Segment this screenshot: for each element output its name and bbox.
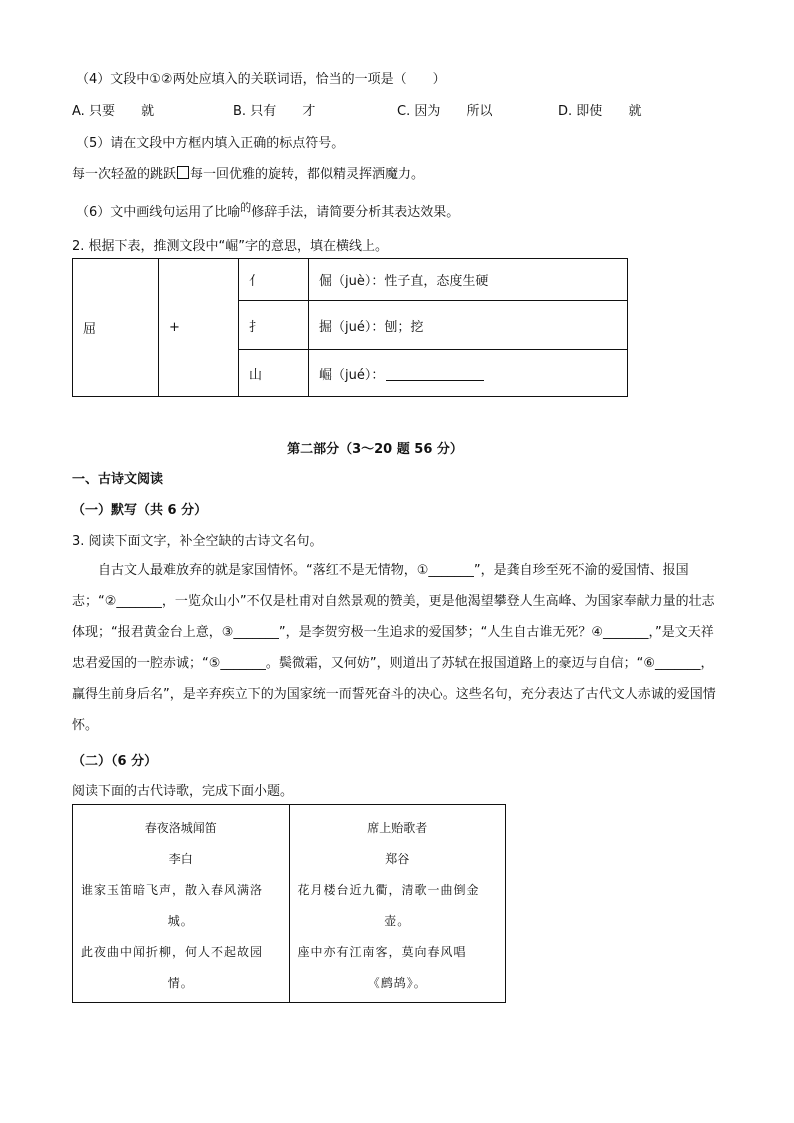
q5-sentence-a: 每一次轻盈的跳跃	[72, 167, 177, 182]
q3-paragraph: 自古文人最难放弃的就是家国情怀。“落红不是无情物，①_______”，是龚自珍至死不渝的爱国情、报国志；“②_______，一览众山小”不仅是杜甫对自然景观的赞美，更是他渴望攀登人生高峰、为国家奉献力量的壮志体现；“报君黄金台上意，③_______”，是李贺穷极一生追求的爱国梦；“人生自古谁无死？④_______，”是文天祥忠君爱国的一腔赤诚；“⑤_______。鬓微霜，又何妨”，则道出了苏轼在报国道路上的豪迈与自信；“⑥_______，赢得生前身后名”，是辛弃疾立下的为国家统一而誓死奋斗的决心。这些名句，充分表达了古代文人赤诚的爱国情怀。	[72, 563, 716, 733]
poem-line: 此夜曲中闻折柳，何人不起故园	[81, 945, 264, 959]
option-word-1: 只要	[88, 104, 115, 119]
poem-author: 郑谷	[385, 852, 410, 866]
option-letter: C.	[397, 104, 411, 119]
plus-sign: +	[159, 259, 239, 397]
word-jue-rise	[309, 350, 628, 397]
morpheme-table	[72, 258, 628, 397]
word-jue-dig: 掘（jué）：刨；挖	[309, 301, 628, 350]
option-word-2: 才	[302, 104, 316, 119]
radical-person: 亻	[239, 259, 309, 301]
q5-sentence-b: 每一回优雅的旋转，都似精灵挥洒魔力。	[190, 167, 425, 182]
q4-option-d[interactable]	[558, 100, 641, 119]
q6-part-a: （6）文中画线句运用了比喻	[76, 205, 241, 220]
option-word-2: 就	[628, 104, 642, 119]
q6-stem	[76, 201, 459, 220]
q4-option-a[interactable]	[72, 100, 154, 119]
option-letter: B.	[233, 104, 247, 119]
word-jue-rise-label: 崛（jué）：	[319, 367, 385, 383]
q4-stem: （4）文段中①②两处应填入的关联词语，恰当的一项是（ ）	[76, 72, 446, 87]
poem-title: 席上贻歌者	[367, 821, 428, 835]
option-letter: D.	[558, 104, 573, 119]
option-word-1: 即使	[576, 104, 603, 119]
poem-line-cont: 壶。	[384, 914, 411, 928]
poem-line-cont: 《鹧鸪》。	[367, 976, 427, 990]
q3-stem: 3. 阅读下面文字，补全空缺的古诗文名句。	[72, 534, 323, 549]
option-word-1: 因为	[414, 104, 441, 119]
answer-blank[interactable]	[386, 368, 484, 381]
q4-option-b[interactable]	[233, 100, 315, 119]
poem-intro: 阅读下面的古代诗歌，完成下面小题。	[72, 784, 294, 799]
part2-title: 第二部分（3～20 题 56 分）	[287, 442, 463, 457]
q6-part-b: 的	[240, 201, 252, 214]
poem-line-cont: 情。	[167, 976, 194, 990]
poem-line: 谁家玉笛暗飞声，散入春风满洛	[81, 883, 264, 897]
option-word-1: 只有	[250, 104, 277, 119]
base-character: 屈	[73, 259, 159, 397]
q5-sentence	[72, 163, 424, 182]
poem-line-cont: 城。	[167, 914, 194, 928]
option-word-2: 所以	[466, 104, 493, 119]
poem-1	[73, 805, 289, 1002]
subsection-heading-2: （二）（6 分）	[72, 754, 158, 769]
q4-option-c[interactable]	[397, 100, 493, 119]
poem-author: 李白	[168, 852, 193, 866]
poem-title: 春夜洛城闻笛	[144, 821, 217, 835]
poem-2	[289, 805, 506, 1002]
word-jue-stubborn: 倔（juè）：性子直，态度生硬	[309, 259, 628, 301]
subsection-heading: （一）默写（共 6 分）	[72, 503, 208, 518]
poem-line: 座中亦有江南客，莫向春风唱	[297, 945, 467, 959]
q5-stem: （5）请在文段中方框内填入正确的标点符号。	[76, 136, 345, 151]
radical-hand: 扌	[239, 301, 309, 350]
q2-stem: 2. 根据下表，推测文段中“崛”字的意思，填在横线上。	[72, 239, 389, 254]
q6-part-c: 修辞手法，请简要分析其表达效果。	[251, 205, 460, 220]
option-word-2: 就	[141, 104, 155, 119]
punctuation-box[interactable]	[177, 166, 189, 179]
poem-line: 花月楼台近九衢，清歌一曲倒金	[297, 883, 480, 897]
poem-table	[72, 804, 506, 1003]
section-heading: 一、古诗文阅读	[72, 472, 164, 487]
option-letter: A.	[72, 104, 85, 119]
radical-mountain: 山	[239, 350, 309, 397]
